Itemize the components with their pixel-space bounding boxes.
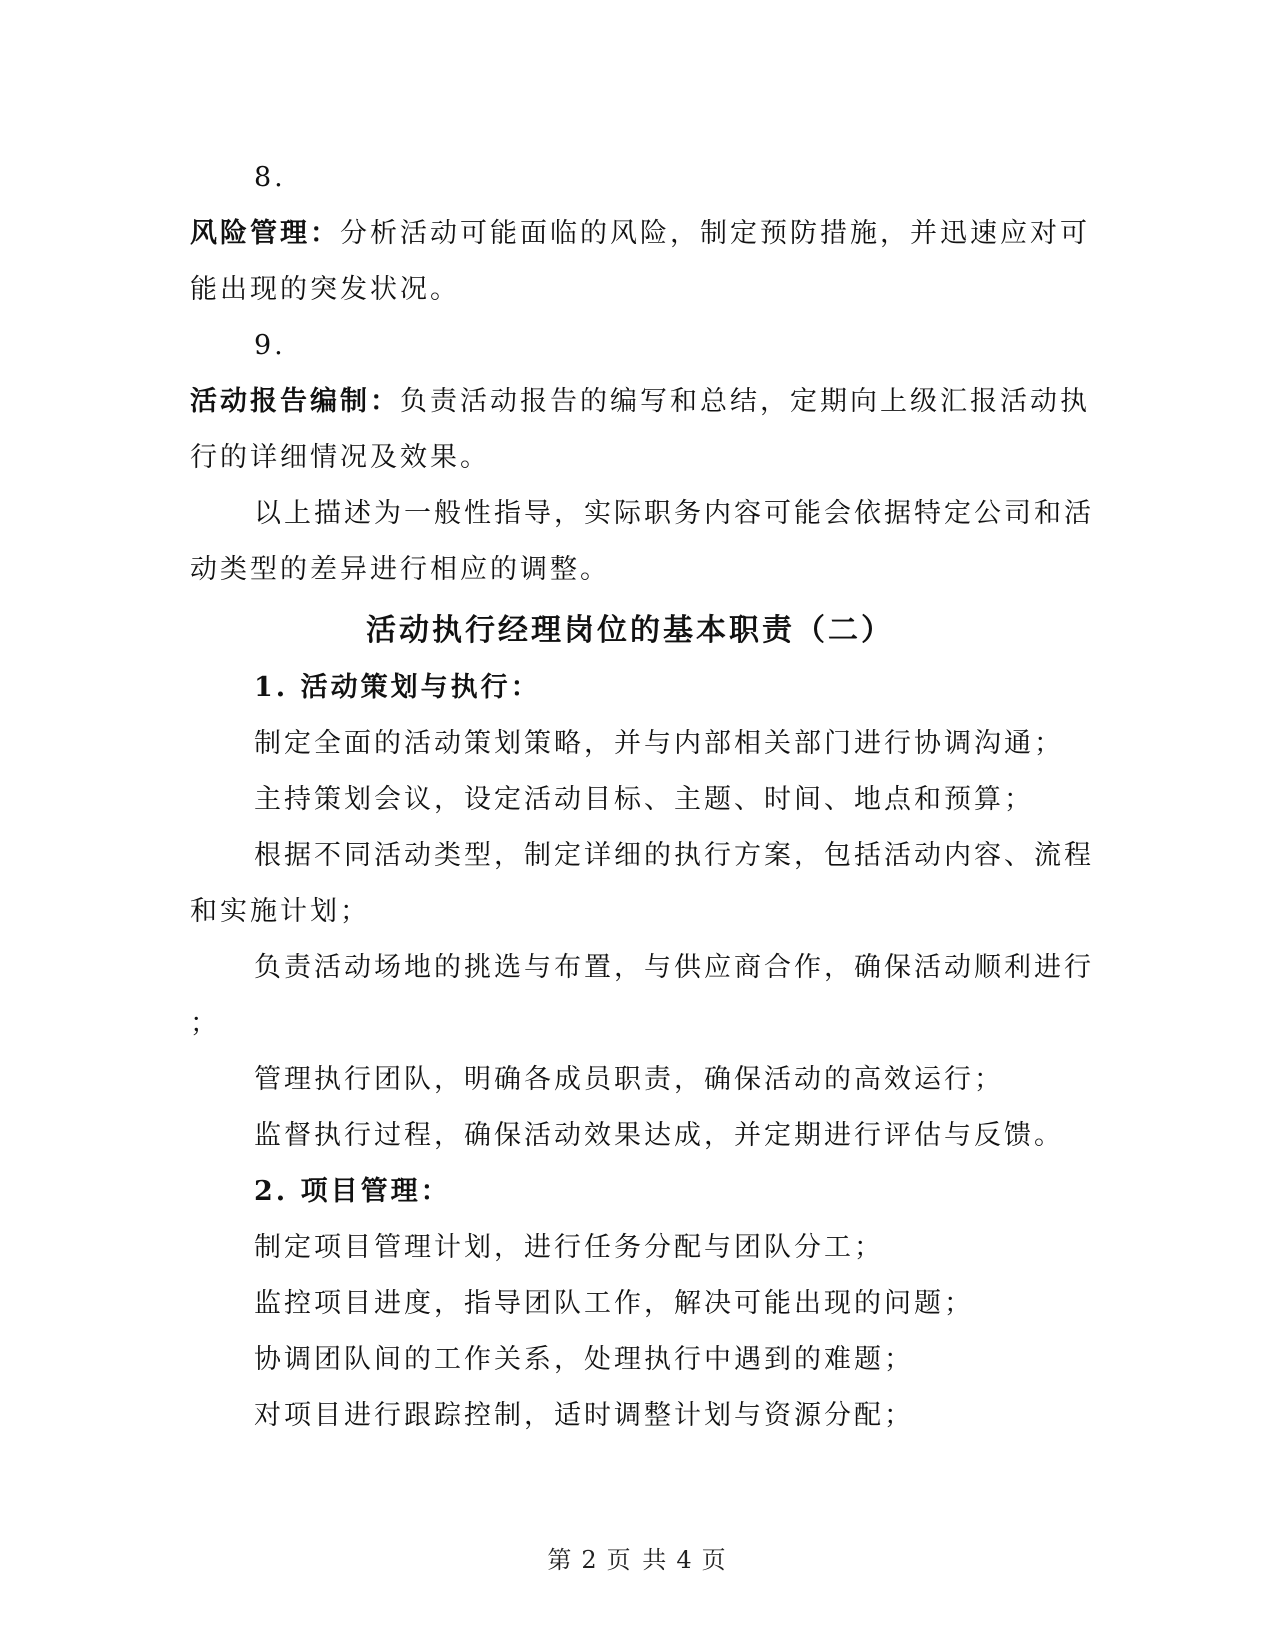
section-1-line: 主持策划会议，设定活动目标、主题、时间、地点和预算； <box>254 784 1034 815</box>
section-2-line: 对项目进行跟踪控制，适时调整计划与资源分配； <box>254 1400 914 1431</box>
footer-suffix: 页 <box>701 1546 728 1574</box>
item-8-text-1: 分析活动可能面临的风险，制定预防措施，并迅速应对可 <box>340 218 1090 249</box>
page-content <box>190 150 1094 1444</box>
section-1-line: 制定全面的活动策划策略，并与内部相关部门进行协调沟通； <box>254 728 1064 759</box>
section-title: 活动执行经理岗位的基本职责（二） <box>366 613 894 648</box>
item-8-heading: 风险管理： <box>190 218 340 249</box>
item-8-line-1 <box>190 206 1090 262</box>
footer-total-pages: 4 <box>676 1546 694 1574</box>
footer-prefix: 第 <box>547 1546 574 1574</box>
section-2-heading: 2. 项目管理： <box>254 1176 451 1207</box>
section-2-line: 监控项目进度，指导团队工作，解决可能出现的问题； <box>254 1288 974 1319</box>
item-9-line-2: 行的详细情况及效果。 <box>190 442 490 473</box>
note-line-2: 动类型的差异进行相应的调整。 <box>190 554 610 585</box>
section-1-line: ； <box>190 1008 220 1039</box>
page-footer <box>0 1540 1275 1575</box>
item-9-text-1: 负责活动报告的编写和总结，定期向上级汇报活动执 <box>400 386 1090 417</box>
item-9-line-1 <box>190 374 1090 430</box>
section-1-line: 和实施计划； <box>190 896 370 927</box>
section-1-line: 根据不同活动类型，制定详细的执行方案，包括活动内容、流程 <box>254 840 1094 871</box>
section-2-line: 制定项目管理计划，进行任务分配与团队分工； <box>254 1232 884 1263</box>
section-1-line: 监督执行过程，确保活动效果达成，并定期进行评估与反馈。 <box>254 1120 1064 1151</box>
section-1-line: 负责活动场地的挑选与布置，与供应商合作，确保活动顺利进行 <box>254 952 1094 983</box>
item-8-line-2: 能出现的突发状况。 <box>190 274 460 305</box>
footer-current-page: 2 <box>581 1546 599 1574</box>
section-1-heading: 1. 活动策划与执行： <box>254 672 541 703</box>
section-1-line: 管理执行团队，明确各成员职责，确保活动的高效运行； <box>254 1064 1004 1095</box>
item-9-number: 9. <box>254 330 286 361</box>
item-9-heading: 活动报告编制： <box>190 386 400 417</box>
section-2-line: 协调团队间的工作关系，处理执行中遇到的难题； <box>254 1344 914 1375</box>
item-8-number: 8. <box>254 162 286 193</box>
note-line-1: 以上描述为一般性指导，实际职务内容可能会依据特定公司和活 <box>254 498 1094 529</box>
footer-middle: 页 共 <box>606 1546 669 1574</box>
